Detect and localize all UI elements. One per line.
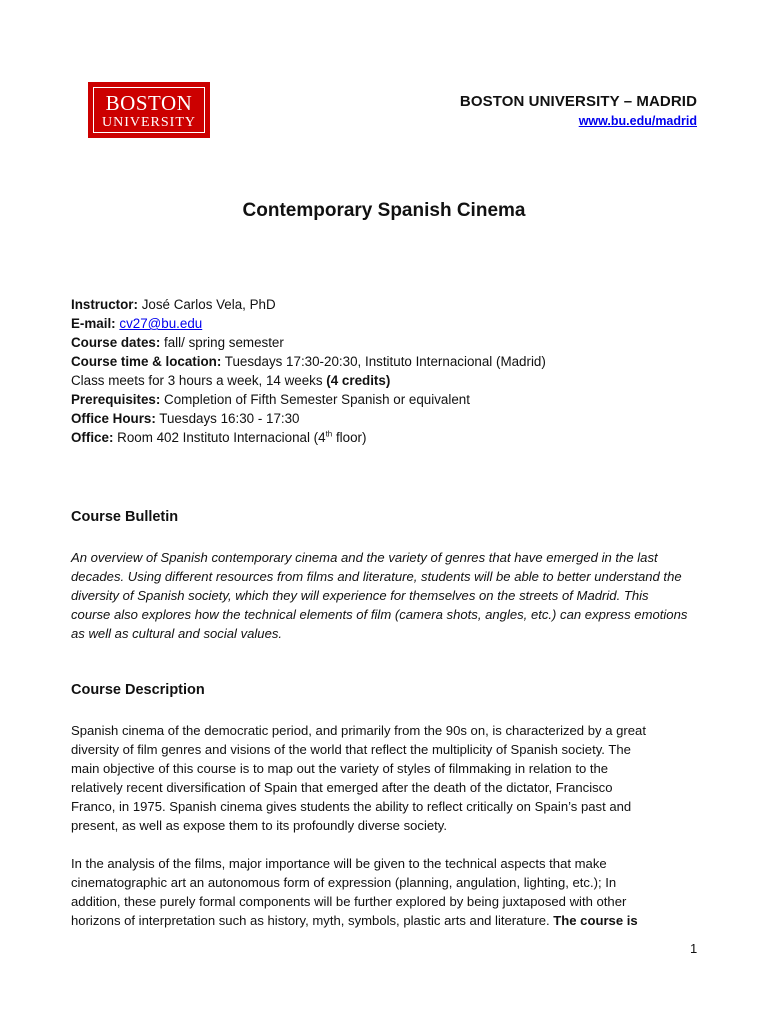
logo-line-boston: BOSTON: [105, 91, 193, 115]
dates-line: [71, 333, 711, 352]
boston-university-logo: [88, 82, 210, 138]
instructor-value: José Carlos Vela, PhD: [137, 297, 276, 312]
page-title: Contemporary Spanish Cinema: [242, 200, 526, 221]
hours-label: Office Hours:: [71, 411, 156, 426]
description-line: main objective of this course is to map out the variety of styles of filmmaking in relation to the: [71, 761, 609, 776]
description-line-last: [71, 911, 705, 930]
website-link[interactable]: www.bu.edu/madrid: [578, 114, 697, 128]
instructor-label: Instructor:: [71, 297, 138, 312]
description-line: present, as well as expose them to its profoundly diverse society.: [71, 818, 448, 833]
email-label: E-mail:: [71, 316, 116, 331]
time-label: Course time & location:: [71, 354, 222, 369]
prerequisites-line: [71, 390, 711, 409]
office-tail: floor): [332, 430, 367, 445]
bulletin-line: diversity of Spanish society, which they will experience for themselves on the streets of Madrid. This: [71, 588, 649, 603]
description-line: relatively recent diversification of Spain that emerged after the death of the dictator, Francisco: [71, 780, 613, 795]
hours-value: Tuesdays 16:30 - 17:30: [155, 411, 300, 426]
office-line: [71, 428, 711, 447]
description-line: Spanish cinema of the democratic period, and primarily from the 90s on, is characterized by a great: [71, 723, 646, 738]
meets-line: [71, 371, 711, 390]
bulletin-line: as well as cultural and social values.: [71, 626, 283, 641]
description-last-text: horizons of interpretation such as history, myth, symbols, plastic arts and literature.: [71, 913, 554, 928]
office-value: Room 402 Instituto Internacional (4: [113, 430, 326, 445]
page-number: 1: [690, 941, 698, 956]
description-heading: Course Description: [71, 682, 205, 698]
instructor-line: [71, 295, 711, 314]
bulletin-line: An overview of Spanish contemporary cinema and the variety of genres that have emerged in the last: [71, 550, 658, 565]
bulletin-line: course also explores how the technical elements of film (camera shots, angles, etc.) can express emotions: [71, 607, 688, 622]
description-line: Franco, in 1975. Spanish cinema gives students the ability to reflect critically on Spain’s past and: [71, 799, 632, 814]
bulletin-line: decades. Using different resources from films and literature, students will be able to better understand the: [71, 569, 682, 584]
course-info: [71, 295, 711, 447]
office-floor-suffix: th: [325, 429, 333, 439]
dates-label: Course dates:: [71, 335, 161, 350]
time-location-line: [71, 352, 711, 371]
dates-value: fall/ spring semester: [160, 335, 284, 350]
description-last-bold: The course is: [553, 913, 638, 928]
email-line: [71, 314, 711, 333]
description-paragraph-2: [71, 854, 705, 930]
office-hours-line: [71, 409, 711, 428]
bulletin-heading: Course Bulletin: [71, 509, 179, 525]
office-label: Office:: [71, 430, 114, 445]
credits-text: (4 credits): [326, 373, 391, 388]
email-link[interactable]: cv27@bu.edu: [119, 316, 203, 331]
bulletin-paragraph: [71, 548, 705, 643]
description-line: diversity of film genres and visions of the world that reflect the multiplicity of Spanish society. The: [71, 742, 631, 757]
logo-frame: [93, 87, 205, 133]
time-value: Tuesdays 17:30-20:30, Instituto Internacional (Madrid): [221, 354, 546, 369]
description-paragraph-1: [71, 721, 705, 835]
description-line: In the analysis of the films, major importance will be given to the technical aspects that make: [71, 856, 607, 871]
meets-text: Class meets for 3 hours a week, 14 weeks: [71, 373, 327, 388]
institution-name: BOSTON UNIVERSITY – MADRID: [459, 93, 697, 110]
logo-line-university: UNIVERSITY: [102, 115, 196, 130]
prereq-label: Prerequisites:: [71, 392, 161, 407]
description-line: addition, these purely formal components will be further explored by being juxtaposed with other: [71, 894, 627, 909]
description-line: cinematographic art an autonomous form of expression (planning, angulation, lighting, etc.); In: [71, 875, 617, 890]
prereq-value: Completion of Fifth Semester Spanish or equivalent: [160, 392, 470, 407]
